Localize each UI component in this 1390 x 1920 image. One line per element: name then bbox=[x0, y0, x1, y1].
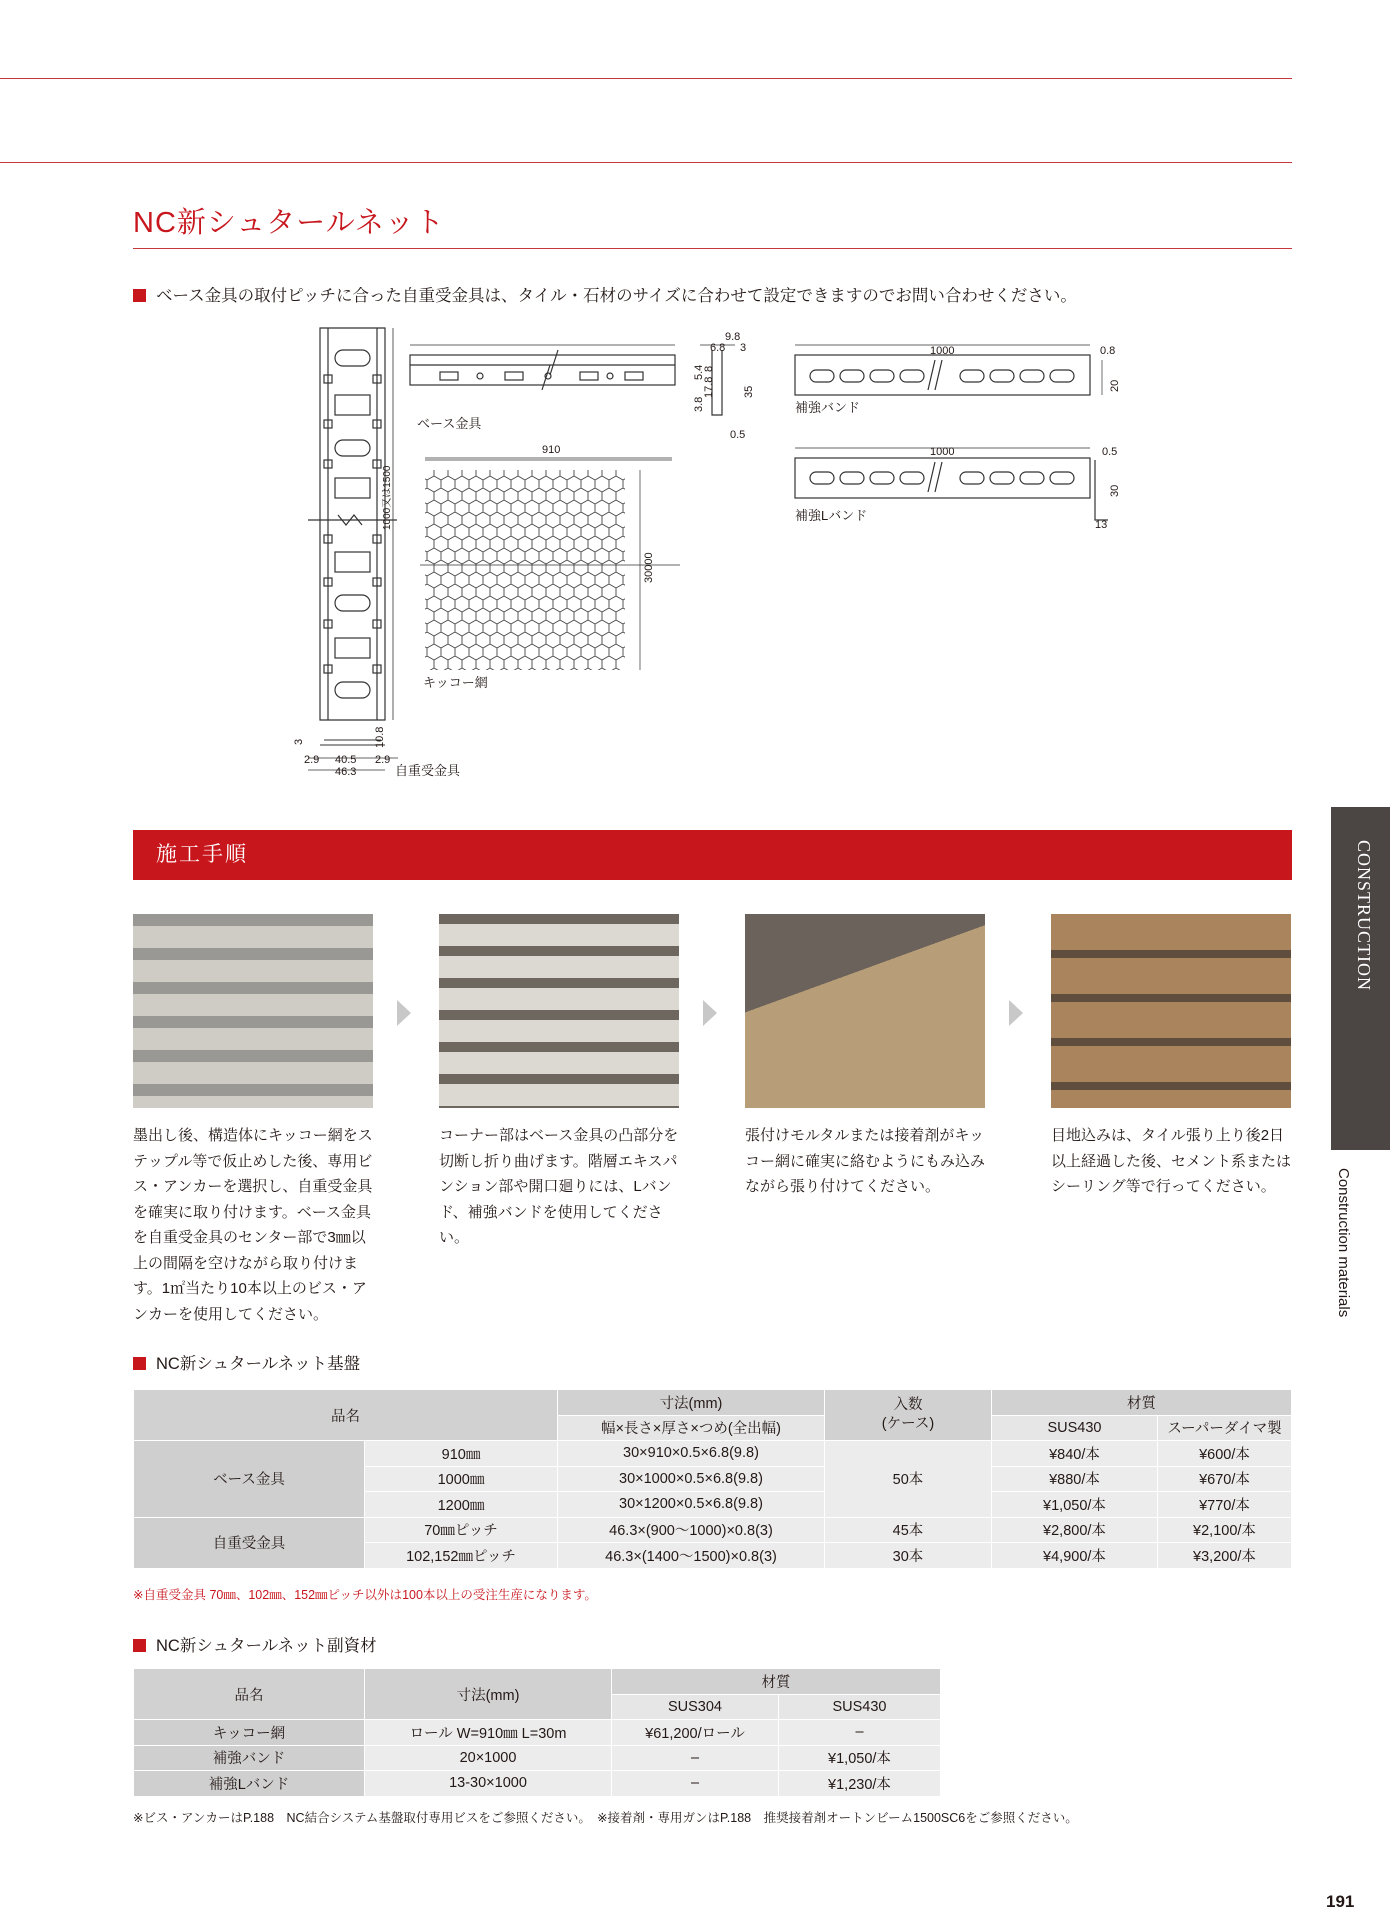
row-p1: ¥1,050/本 bbox=[991, 1492, 1157, 1518]
dim-29a: 2.9 bbox=[304, 754, 320, 766]
row-qty: 50本 bbox=[824, 1441, 991, 1518]
label-hokyo-l-band: 補強Lバンド bbox=[795, 508, 868, 523]
row-sub: 1000㎜ bbox=[365, 1466, 558, 1492]
row-sub: 102,152㎜ピッチ bbox=[365, 1543, 558, 1569]
dim-1000-1500: 1000又は1500 bbox=[382, 465, 393, 530]
table2-note: ※ビス・アンカーはP.188 NC結合システム基盤取付専用ビスをご参照ください。 ※接着剤・専用ガンはP.188 推奨接着剤オートンビーム1500SC6をご参照ください。 bbox=[133, 1811, 1078, 1825]
row-sub: 70㎜ピッチ bbox=[365, 1517, 558, 1543]
dim-910: 910 bbox=[542, 444, 561, 456]
step-text-4: 目地込みは、タイル張り上り後2日以上経過した後、セメント系またはシーリング等で行ってください。 bbox=[1051, 1127, 1292, 1195]
col-qty: 入数 (ケース) bbox=[824, 1390, 991, 1441]
base-table bbox=[133, 1389, 1292, 1569]
dim-30000: 30000 bbox=[643, 552, 655, 583]
row-qty: 30本 bbox=[824, 1543, 991, 1569]
col-name: 品名 bbox=[134, 1669, 365, 1720]
row-name: 補強バンド bbox=[134, 1745, 365, 1771]
dim-30: 30 bbox=[1109, 484, 1121, 497]
dim-20: 20 bbox=[1109, 379, 1121, 392]
dim-05: 0.5 bbox=[1102, 446, 1118, 458]
row-name: 補強Lバンド bbox=[134, 1771, 365, 1797]
table-row bbox=[134, 1720, 941, 1746]
col-m2: スーパーダイマ製 bbox=[1157, 1415, 1291, 1441]
dim-108: 10.8 bbox=[374, 726, 386, 748]
arrow-icon bbox=[1009, 1000, 1023, 1026]
row-p1: – bbox=[612, 1745, 779, 1771]
bullet-square bbox=[133, 289, 146, 302]
col-m2: SUS430 bbox=[779, 1694, 941, 1720]
row-size: ロール W=910㎜ L=30m bbox=[365, 1720, 612, 1746]
bullet-square bbox=[133, 1639, 146, 1652]
row-size: 46.3×(900〜1000)×0.8(3) bbox=[557, 1517, 824, 1543]
row-p1: ¥2,800/本 bbox=[991, 1517, 1157, 1543]
col-size: 寸法(mm) bbox=[557, 1390, 824, 1416]
col-material: 材質 bbox=[612, 1669, 941, 1695]
label-jiju: 自重受金具 bbox=[395, 763, 461, 778]
table-row bbox=[134, 1745, 941, 1771]
band-slots bbox=[810, 370, 1074, 382]
rail-holes bbox=[324, 350, 381, 698]
title-rule bbox=[133, 248, 1292, 249]
dim-98: 9.8 bbox=[725, 331, 741, 343]
row-p1: – bbox=[612, 1771, 779, 1797]
dim-05b: 0.5 bbox=[730, 429, 746, 441]
row-p1: ¥61,200/ロール bbox=[612, 1720, 779, 1746]
dim-463: 46.3 bbox=[335, 766, 357, 778]
col-size: 寸法(mm) bbox=[365, 1669, 612, 1720]
dim-08: 0.8 bbox=[1100, 345, 1116, 357]
row-p2: ¥2,100/本 bbox=[1157, 1517, 1291, 1543]
step-photo-2 bbox=[439, 914, 679, 1108]
row-size: 30×1000×0.5×6.8(9.8) bbox=[557, 1466, 824, 1492]
step-photo-1 bbox=[133, 914, 373, 1108]
dim-178: 17.8 bbox=[703, 376, 715, 398]
label-kikko: キッコー網 bbox=[423, 675, 488, 690]
row-p2: ¥1,050/本 bbox=[779, 1745, 941, 1771]
dim-54: 5.4 bbox=[693, 364, 705, 380]
header-rule-top bbox=[0, 78, 1292, 79]
dim-13: 13 bbox=[1095, 519, 1108, 531]
label-base: ベース金具 bbox=[417, 416, 482, 431]
row-size: 30×1200×0.5×6.8(9.8) bbox=[557, 1492, 824, 1518]
row-p2: ¥670/本 bbox=[1157, 1466, 1291, 1492]
dim-8: 8 bbox=[703, 365, 715, 372]
row-p2: – bbox=[779, 1720, 941, 1746]
table1-note: ※自重受金具 70㎜、102㎜、152㎜ピッチ以外は100本以上の受注生産になります。 bbox=[133, 1588, 597, 1602]
row-p2: ¥600/本 bbox=[1157, 1441, 1291, 1467]
col-m1: SUS430 bbox=[991, 1415, 1157, 1441]
intro-text bbox=[133, 282, 1077, 306]
dim-38: 3.8 bbox=[693, 396, 705, 412]
table1-heading-label: NC新シュタールネット基盤 bbox=[156, 1355, 361, 1373]
dim-35: 35 bbox=[743, 385, 755, 398]
dim-68: 6.8 bbox=[710, 342, 726, 354]
row-size: 13-30×1000 bbox=[365, 1771, 612, 1797]
step-text-1: 墨出し後、構造体にキッコー網をステップル等で仮止めした後、専用ビス・アンカーを選択し、自重受金具を確実に取り付けます。ベース金具を自重受金具のセンター部で3㎜以上の間隔を空けながら取り付けます。1㎡当たり10本以上のビス・アンカーを使用してください。 bbox=[133, 1127, 373, 1323]
bullet-square bbox=[133, 1357, 146, 1370]
col-name: 品名 bbox=[134, 1390, 558, 1441]
step-text-3: 張付けモルタルまたは接着剤がキッコー網に確実に絡むようにもみ込みながら張り付けてください。 bbox=[745, 1127, 986, 1195]
label-hokyo-band: 補強バンド bbox=[795, 400, 861, 415]
table-row bbox=[134, 1771, 941, 1797]
row-size: 20×1000 bbox=[365, 1745, 612, 1771]
header-rule-bottom bbox=[0, 162, 1292, 163]
table2-heading bbox=[133, 1632, 377, 1656]
row-p1: ¥4,900/本 bbox=[991, 1543, 1157, 1569]
dim-405: 40.5 bbox=[335, 754, 357, 766]
table-row bbox=[134, 1441, 1292, 1467]
arrow-icon bbox=[397, 1000, 411, 1026]
table-row bbox=[134, 1517, 1292, 1543]
row-p2: ¥1,230/本 bbox=[779, 1771, 941, 1797]
col-material: 材質 bbox=[991, 1390, 1291, 1416]
arrow-icon bbox=[703, 1000, 717, 1026]
row-size: 30×910×0.5×6.8(9.8) bbox=[557, 1441, 824, 1467]
row-name: キッコー網 bbox=[134, 1720, 365, 1746]
step-text-2: コーナー部はベース金具の凸部分を切断し折り曲げます。階層エキスパンション部や開口廻りには、Lバンド、補強バンドを使用してください。 bbox=[439, 1127, 679, 1246]
side-tab-label: CONSTRUCTION bbox=[1354, 840, 1374, 992]
row-sub: 1200㎜ bbox=[365, 1492, 558, 1518]
col-m1: SUS304 bbox=[612, 1694, 779, 1720]
group-jiju: 自重受金具 bbox=[134, 1517, 365, 1568]
side-category-label: Construction materials bbox=[1335, 1168, 1352, 1318]
page-number: 191 bbox=[1326, 1892, 1355, 1911]
row-qty: 45本 bbox=[824, 1517, 991, 1543]
row-p1: ¥840/本 bbox=[991, 1441, 1157, 1467]
dim-1000a: 1000 bbox=[930, 345, 955, 357]
product-drawing bbox=[280, 320, 1160, 790]
lband-slots bbox=[810, 472, 1074, 484]
row-p2: ¥3,200/本 bbox=[1157, 1543, 1291, 1569]
step-photo-4 bbox=[1051, 914, 1291, 1108]
step-photo-3 bbox=[745, 914, 985, 1108]
row-size: 46.3×(1400〜1500)×0.8(3) bbox=[557, 1543, 824, 1569]
row-p2: ¥770/本 bbox=[1157, 1492, 1291, 1518]
row-p1: ¥880/本 bbox=[991, 1466, 1157, 1492]
row-sub: 910㎜ bbox=[365, 1441, 558, 1467]
table1-heading bbox=[133, 1350, 360, 1374]
dim-3: 3 bbox=[740, 342, 747, 354]
sub-material-table bbox=[133, 1668, 941, 1797]
procedure-heading: 施工手順 bbox=[133, 830, 1292, 880]
dim-29b: 2.9 bbox=[375, 754, 391, 766]
intro-label: ベース金具の取付ピッチに合った自重受金具は、タイル・石材のサイズに合わせて設定できますのでお問い合わせください。 bbox=[156, 287, 1077, 305]
col-size-sub: 幅×長さ×厚さ×つめ(全出幅) bbox=[557, 1415, 824, 1441]
table2-heading-label: NC新シュタールネット副資材 bbox=[156, 1637, 377, 1655]
dim-1000b: 1000 bbox=[930, 446, 955, 458]
page-title: NC新シュタールネット bbox=[133, 207, 445, 239]
group-base: ベース金具 bbox=[134, 1441, 365, 1518]
dim-3b: 3 bbox=[293, 738, 305, 745]
